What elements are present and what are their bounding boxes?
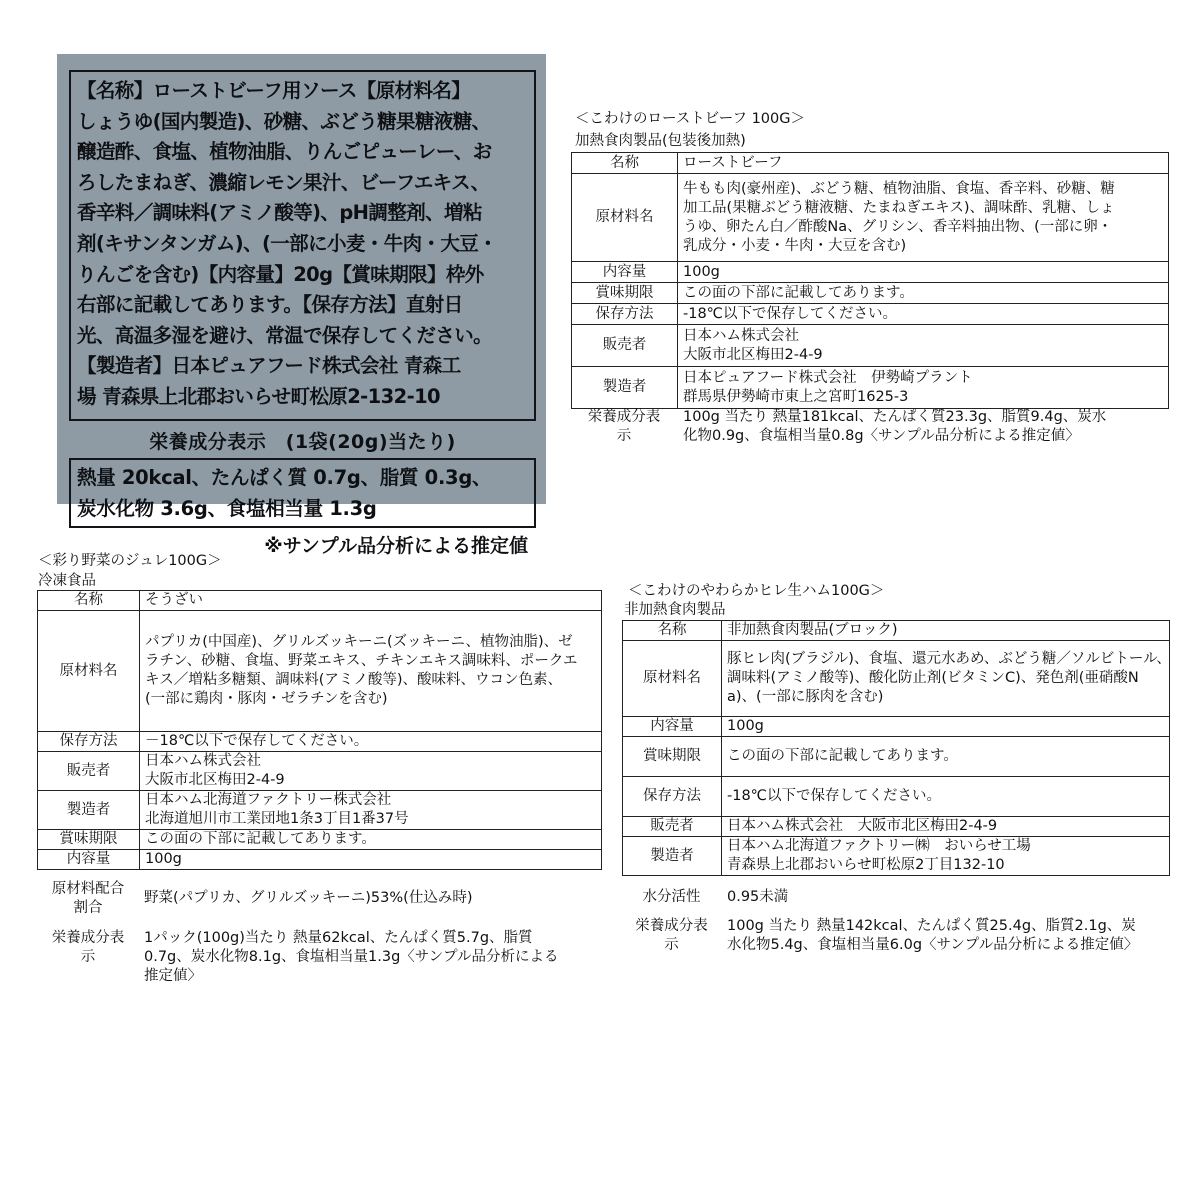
roast-beef-nutrition [571, 408, 1171, 452]
nutrition-label: 栄養成分表 示 [587, 409, 661, 444]
row-value: 100g [722, 717, 1170, 737]
table-row [38, 791, 602, 830]
row-label: 保存方法 [38, 732, 140, 752]
table-row [572, 153, 1169, 174]
sauce-line: 右部に記載してあります。【保存方法】直射日 [77, 293, 463, 317]
table-row [38, 752, 602, 791]
row-label: 製造者 [572, 367, 678, 409]
blend-value: 野菜(パプリカ、グリルズッキーニ)53%(仕込み時) [144, 890, 473, 906]
table-row [572, 367, 1169, 409]
row-value: 日本ハム株式会社 大阪市北区梅田2-4-9 [140, 752, 602, 791]
nutrition-value: 1パック(100g)当たり 熱量62kcal、たんぱく質5.7g、脂質 0.7g、炭水化物8.1g、食塩相当量1.3g〈サンプル品分析による 推定値〉 [144, 930, 559, 984]
row-value: －18℃以下で保存してください。 [140, 732, 602, 752]
row-value: この面の下部に記載してあります。 [140, 830, 602, 850]
row-label: 原材料名 [572, 174, 678, 262]
sauce-nutrition-line: 炭水化物 3.6g、食塩相当量 1.3g [77, 496, 377, 520]
row-value: 豚ヒレ肉(ブラジル)、食塩、還元水あめ、ぶどう糖／ソルビトール、 調味料(アミノ酸等)、酸化防止剤(ビタミンC)、発色剤(亜硝酸N a)、(一部に豚肉を含む) [722, 641, 1170, 717]
ham-category: 非加熱食肉製品 [624, 602, 726, 618]
table-row [38, 591, 602, 611]
sauce-line: 醸造酢、食塩、植物油脂、りんごピューレー、お [77, 140, 492, 164]
row-label: 内容量 [623, 717, 722, 737]
table-row [623, 717, 1170, 737]
ham-water-activity [622, 888, 1182, 910]
roast-beef-title: ＜こわけのローストビーフ 100G＞ [575, 111, 805, 127]
row-value: 日本ハム北海道ファクトリー株式会社 北海道旭川市工業団地1条3丁目1番37号 [140, 791, 602, 830]
water-label: 水分活性 [642, 889, 701, 905]
table-row [623, 737, 1170, 777]
table-row [572, 325, 1169, 367]
jelly-category: 冷凍食品 [38, 573, 96, 589]
table-row [623, 817, 1170, 837]
row-value: 牛もも肉(豪州産)、ぶどう糖、植物油脂、食塩、香辛料、砂糖、糖 加工品(果糖ぶどう糖液糖、たまねぎエキス)、調味酢、乳糖、しょ うゆ、卵たん白／酢酸Na、グリシン、香辛料抽出物、(一部に卵・ 乳成分・小麦・牛肉・大豆を含む) [678, 174, 1169, 262]
row-label: 製造者 [38, 791, 140, 830]
nutrition-label: 栄養成分表 示 [635, 918, 708, 953]
sauce-line: りんごを含む)【内容量】20g【賞味期限】枠外 [77, 262, 484, 286]
table-row [38, 850, 602, 870]
ham-table [622, 620, 1170, 876]
ham-nutrition [622, 917, 1182, 961]
row-value: パプリカ(中国産)、グリルズッキーニ(ズッキーニ、植物油脂)、ゼ ラチン、砂糖、食塩、野菜エキス、チキンエキス調味料、ポークエ キス／増粘多糖類、調味料(アミノ酸等)、酸味料、ウコン色素、 (一部に鶏肉・豚肉・ゼラチンを含む) [140, 611, 602, 732]
row-label: 賞味期限 [623, 737, 722, 777]
row-value: 100g [140, 850, 602, 870]
row-label: 販売者 [38, 752, 140, 791]
table-row [623, 641, 1170, 717]
row-label: 内容量 [38, 850, 140, 870]
row-label: 販売者 [572, 325, 678, 367]
sauce-label-photo [57, 54, 546, 557]
table-row [38, 732, 602, 752]
sauce-line: ろしたまねぎ、濃縮レモン果汁、ビーフエキス、 [77, 170, 490, 194]
sauce-line: 【製造者】日本ピュアフード株式会社 青森工 [77, 354, 461, 378]
table-row [572, 283, 1169, 304]
table-row [572, 304, 1169, 325]
row-value: ローストビーフ [678, 153, 1169, 174]
sauce-line: 剤(キサンタンガム)、(一部に小麦・牛肉・大豆・ [77, 231, 498, 255]
table-row [38, 830, 602, 850]
row-label: 名称 [623, 621, 722, 641]
table-row [623, 837, 1170, 876]
row-value: 日本ハム株式会社 大阪市北区梅田2-4-9 [722, 817, 1170, 837]
sauce-nutrition-note: ※サンプル品分析による推定値 [264, 534, 528, 557]
water-value: 0.95未満 [727, 889, 789, 905]
row-value: 日本ハム北海道ファクトリー㈱ おいらせ工場 青森県上北郡おいらせ町松原2丁目132-10 [722, 837, 1170, 876]
blend-label: 原材料配合 割合 [51, 881, 125, 916]
sauce-nutrition-line: 熱量 20kcal、たんぱく質 0.7g、脂質 0.3g、 [77, 465, 492, 489]
row-label: 賞味期限 [38, 830, 140, 850]
jelly-table [37, 590, 602, 870]
row-value: この面の下部に記載してあります。 [678, 283, 1169, 304]
sauce-line: 光、高温多湿を避け、常温で保存してください。 [77, 323, 493, 347]
ham-title: ＜こわけのやわらかヒレ生ハム100G＞ [628, 583, 885, 599]
jelly-blend [37, 880, 607, 920]
sauce-line: 場 青森県上北郡おいらせ町松原2-132-10 [77, 384, 440, 408]
nutrition-value: 100g 当たり 熱量142kcal、たんぱく質25.4g、脂質2.1g、炭 水化物5.4g、食塩相当量6.0g〈サンプル品分析による推定値〉 [727, 918, 1139, 953]
nutrition-label: 栄養成分表 示 [51, 930, 125, 965]
table-row [572, 174, 1169, 262]
sauce-ingredients-box [69, 70, 536, 421]
table-row [572, 262, 1169, 283]
jelly-nutrition [37, 929, 607, 989]
row-value: 100g [678, 262, 1169, 283]
row-label: 賞味期限 [572, 283, 678, 304]
row-label: 名称 [572, 153, 678, 174]
sauce-nutrition-box [69, 458, 536, 528]
row-label: 内容量 [572, 262, 678, 283]
row-label: 販売者 [623, 817, 722, 837]
sauce-line: しょうゆ(国内製造)、砂糖、ぶどう糖果糖液糖、 [77, 109, 491, 133]
row-label: 保存方法 [623, 777, 722, 817]
jelly-title: ＜彩り野菜のジュレ100G＞ [38, 553, 222, 569]
table-row [38, 611, 602, 732]
row-value: 日本ピュアフード株式会社 伊勢崎プラント 群馬県伊勢崎市東上之宮町1625-3 [678, 367, 1169, 409]
row-label: 原材料名 [623, 641, 722, 717]
row-label: 原材料名 [38, 611, 140, 732]
sauce-nutrition-title: 栄養成分表示 (1袋(20g)当たり) [149, 430, 456, 453]
sauce-line: 【名称】ローストビーフ用ソース【原材料名】 [77, 79, 471, 102]
row-label: 名称 [38, 591, 140, 611]
row-value: 日本ハム株式会社 大阪市北区梅田2-4-9 [678, 325, 1169, 367]
sauce-line: 香辛料／調味料(アミノ酸等)、pH調整剤、増粘 [77, 201, 482, 225]
roast-beef-category: 加熱食肉製品(包装後加熱) [575, 133, 746, 149]
row-value: -18℃以下で保存してください。 [678, 304, 1169, 325]
row-label: 保存方法 [572, 304, 678, 325]
row-value: 非加熱食肉製品(ブロック) [722, 621, 1170, 641]
table-row [623, 777, 1170, 817]
row-label: 製造者 [623, 837, 722, 876]
nutrition-value: 100g 当たり 熱量181kcal、たんぱく質23.3g、脂質9.4g、炭水 化物0.9g、食塩相当量0.8g〈サンプル品分析による推定値〉 [683, 409, 1107, 444]
row-value: そうざい [140, 591, 602, 611]
roast-beef-table [571, 152, 1169, 409]
row-value: この面の下部に記載してあります。 [722, 737, 1170, 777]
table-row [623, 621, 1170, 641]
row-value: -18℃以下で保存してください。 [722, 777, 1170, 817]
